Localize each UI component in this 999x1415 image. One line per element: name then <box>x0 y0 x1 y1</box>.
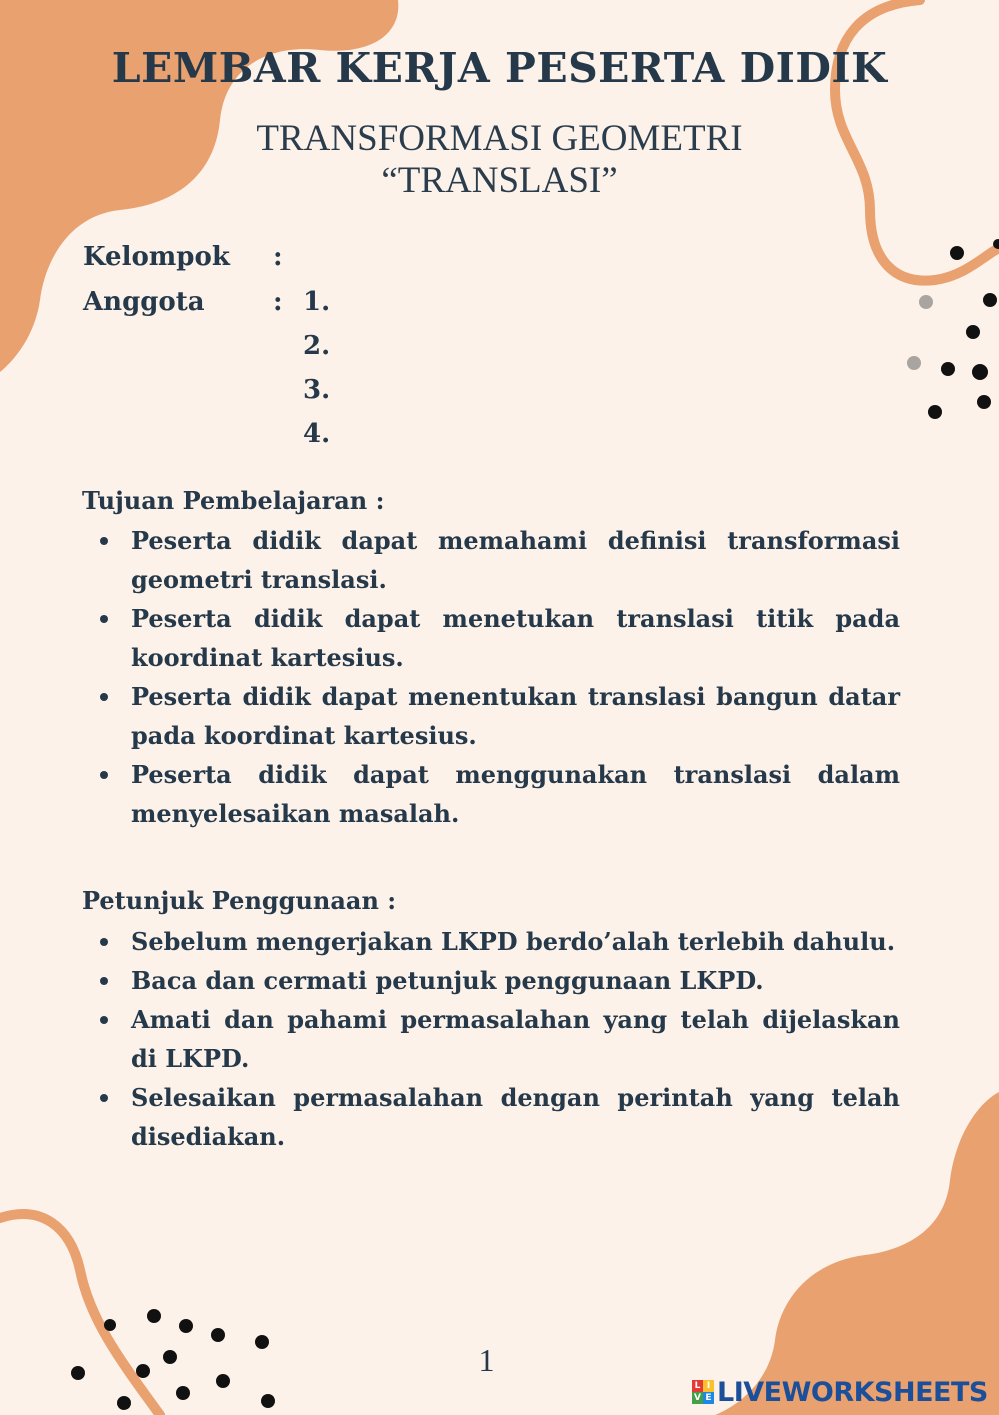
liveworksheets-brand[interactable] <box>692 1372 992 1412</box>
list-item: Peserta didik dapat menggunakan translasi dalam menyelesaikan masalah. <box>100 755 900 833</box>
kelompok-label: Kelompok <box>83 242 230 272</box>
petunjuk-heading: Petunjuk Penggunaan : <box>82 886 397 915</box>
subtitle-subtopic: “TRANSLASI” <box>381 160 618 201</box>
bullet-icon <box>100 693 108 701</box>
list-item: Baca dan cermati petunjuk penggunaan LKPD. <box>100 961 900 1000</box>
list-item: Peserta didik dapat menentukan translasi bangun datar pada koordinat kartesius. <box>100 677 900 755</box>
list-item: Amati dan pahami permasalahan yang telah dijelaskan di LKPD. <box>100 1000 900 1078</box>
bullet-icon <box>100 537 108 545</box>
bullet-icon <box>100 615 108 623</box>
list-item: Selesaikan permasalahan dengan perintah yang telah disediakan. <box>100 1078 900 1156</box>
anggota-field <box>83 287 299 317</box>
anggota-label: Anggota <box>83 287 205 317</box>
anggota-number-3: 3. <box>303 375 331 405</box>
petunjuk-list <box>100 922 900 1156</box>
anggota-number-4: 4. <box>303 419 331 449</box>
list-item: Sebelum mengerjakan LKPD berdo’alah terlebih dahulu. <box>100 922 900 961</box>
bullet-icon <box>100 977 108 985</box>
page-number: 1 <box>478 1342 495 1378</box>
liveworksheets-text: LIVEWORKSHEETS <box>717 1376 988 1408</box>
kelompok-colon: : <box>273 242 283 272</box>
kelompok-field <box>83 242 299 272</box>
liveworksheets-logo-icon: L I V E <box>692 1380 714 1404</box>
bullet-icon <box>100 771 108 779</box>
page-title: LEMBAR KERJA PESERTA DIDIK <box>111 44 888 92</box>
anggota-number-2: 2. <box>303 331 331 361</box>
anggota-colon: : <box>273 287 283 317</box>
bullet-icon <box>100 1016 108 1024</box>
subtitle-topic: TRANSFORMASI GEOMETRI <box>256 118 743 159</box>
tujuan-heading: Tujuan Pembelajaran : <box>82 486 385 515</box>
bullet-icon <box>100 938 108 946</box>
tujuan-list <box>100 521 900 833</box>
list-item: Peserta didik dapat memahami definisi transformasi geometri translasi. <box>100 521 900 599</box>
bullet-icon <box>100 1094 108 1102</box>
anggota-number-1: 1. <box>303 287 331 317</box>
list-item: Peserta didik dapat menetukan translasi titik pada koordinat kartesius. <box>100 599 900 677</box>
